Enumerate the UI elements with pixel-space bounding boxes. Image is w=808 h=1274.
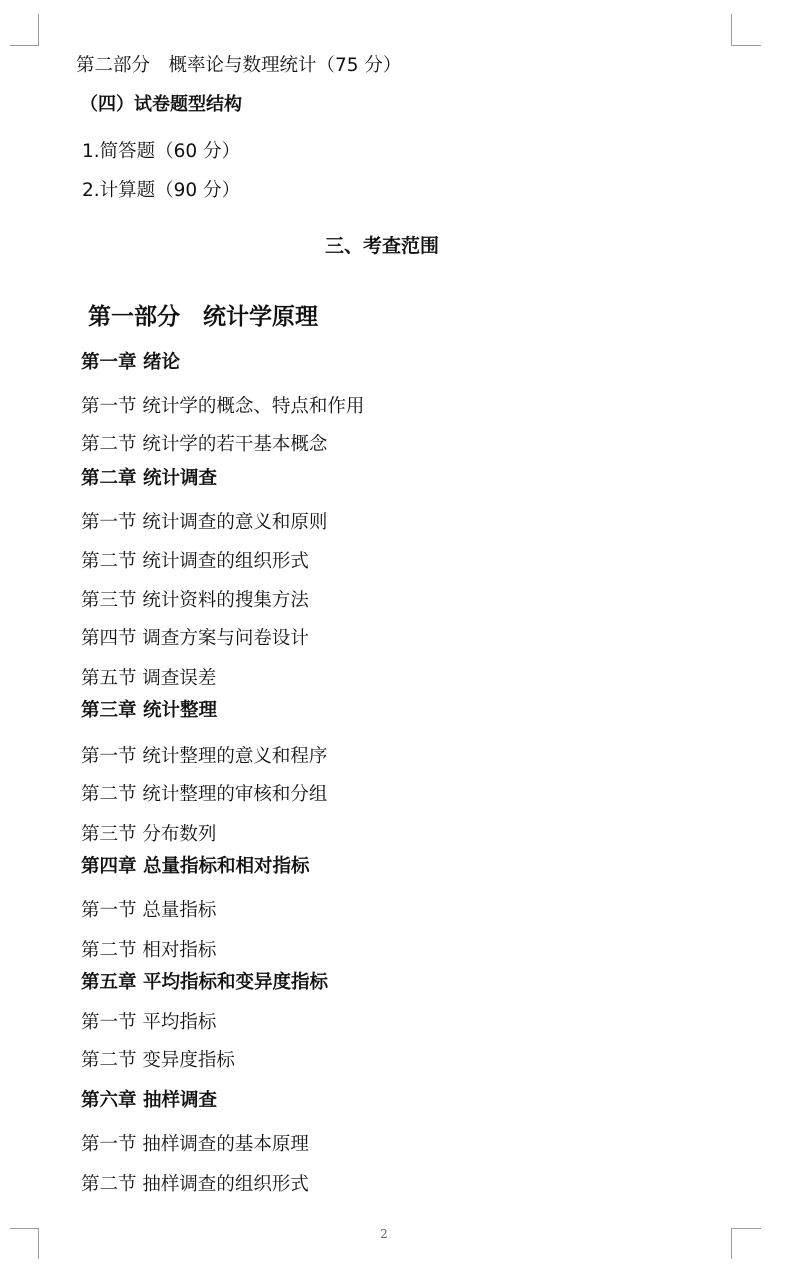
section-item: 第一节 平均指标 — [81, 1012, 217, 1033]
section-item: 第二节 相对指标 — [81, 940, 217, 961]
section-item: 第五节 调查误差 — [81, 668, 217, 689]
section-item: 第一节 统计整理的意义和程序 — [81, 746, 328, 767]
section-item: 第四节 调查方案与问卷设计 — [81, 628, 309, 649]
section-item: 第二节 统计整理的审核和分组 — [81, 784, 328, 805]
chapter-heading: 第六章 抽样调查 — [81, 1090, 217, 1111]
section-item: 第一节 总量指标 — [81, 900, 217, 921]
section-item: 第二节 抽样调查的组织形式 — [81, 1174, 309, 1195]
chapter-heading: 第四章 总量指标和相对指标 — [81, 856, 310, 877]
section-item: 第一节 统计学的概念、特点和作用 — [81, 396, 365, 417]
chapter-heading: 第二章 统计调查 — [81, 468, 217, 489]
question-type-item: 1.简答题（60 分） — [82, 141, 241, 162]
crop-mark-top-right — [731, 14, 761, 46]
section-item: 第二节 变异度指标 — [81, 1050, 235, 1071]
section-title: 三、考查范围 — [325, 235, 440, 257]
page-number: 2 — [380, 1227, 388, 1241]
question-type-item: 2.计算题（90 分） — [82, 180, 241, 201]
section-item: 第一节 统计调查的意义和原则 — [81, 512, 328, 533]
part-heading: 第二部分 概率论与数理统计（75 分） — [76, 55, 402, 76]
section-item: 第二节 统计调查的组织形式 — [81, 551, 309, 572]
chapter-heading: 第三章 统计整理 — [81, 700, 217, 721]
part-title: 第一部分 统计学原理 — [88, 304, 318, 330]
chapter-heading: 第五章 平均指标和变异度指标 — [81, 972, 328, 993]
section-item: 第三节 分布数列 — [81, 824, 217, 845]
chapter-heading: 第一章 绪论 — [81, 352, 180, 373]
structure-heading: （四）试卷题型结构 — [80, 94, 242, 115]
section-item: 第三节 统计资料的搜集方法 — [81, 590, 309, 611]
section-item: 第二节 统计学的若干基本概念 — [81, 434, 328, 455]
section-item: 第一节 抽样调查的基本原理 — [81, 1134, 309, 1155]
crop-mark-top-left — [10, 14, 39, 46]
